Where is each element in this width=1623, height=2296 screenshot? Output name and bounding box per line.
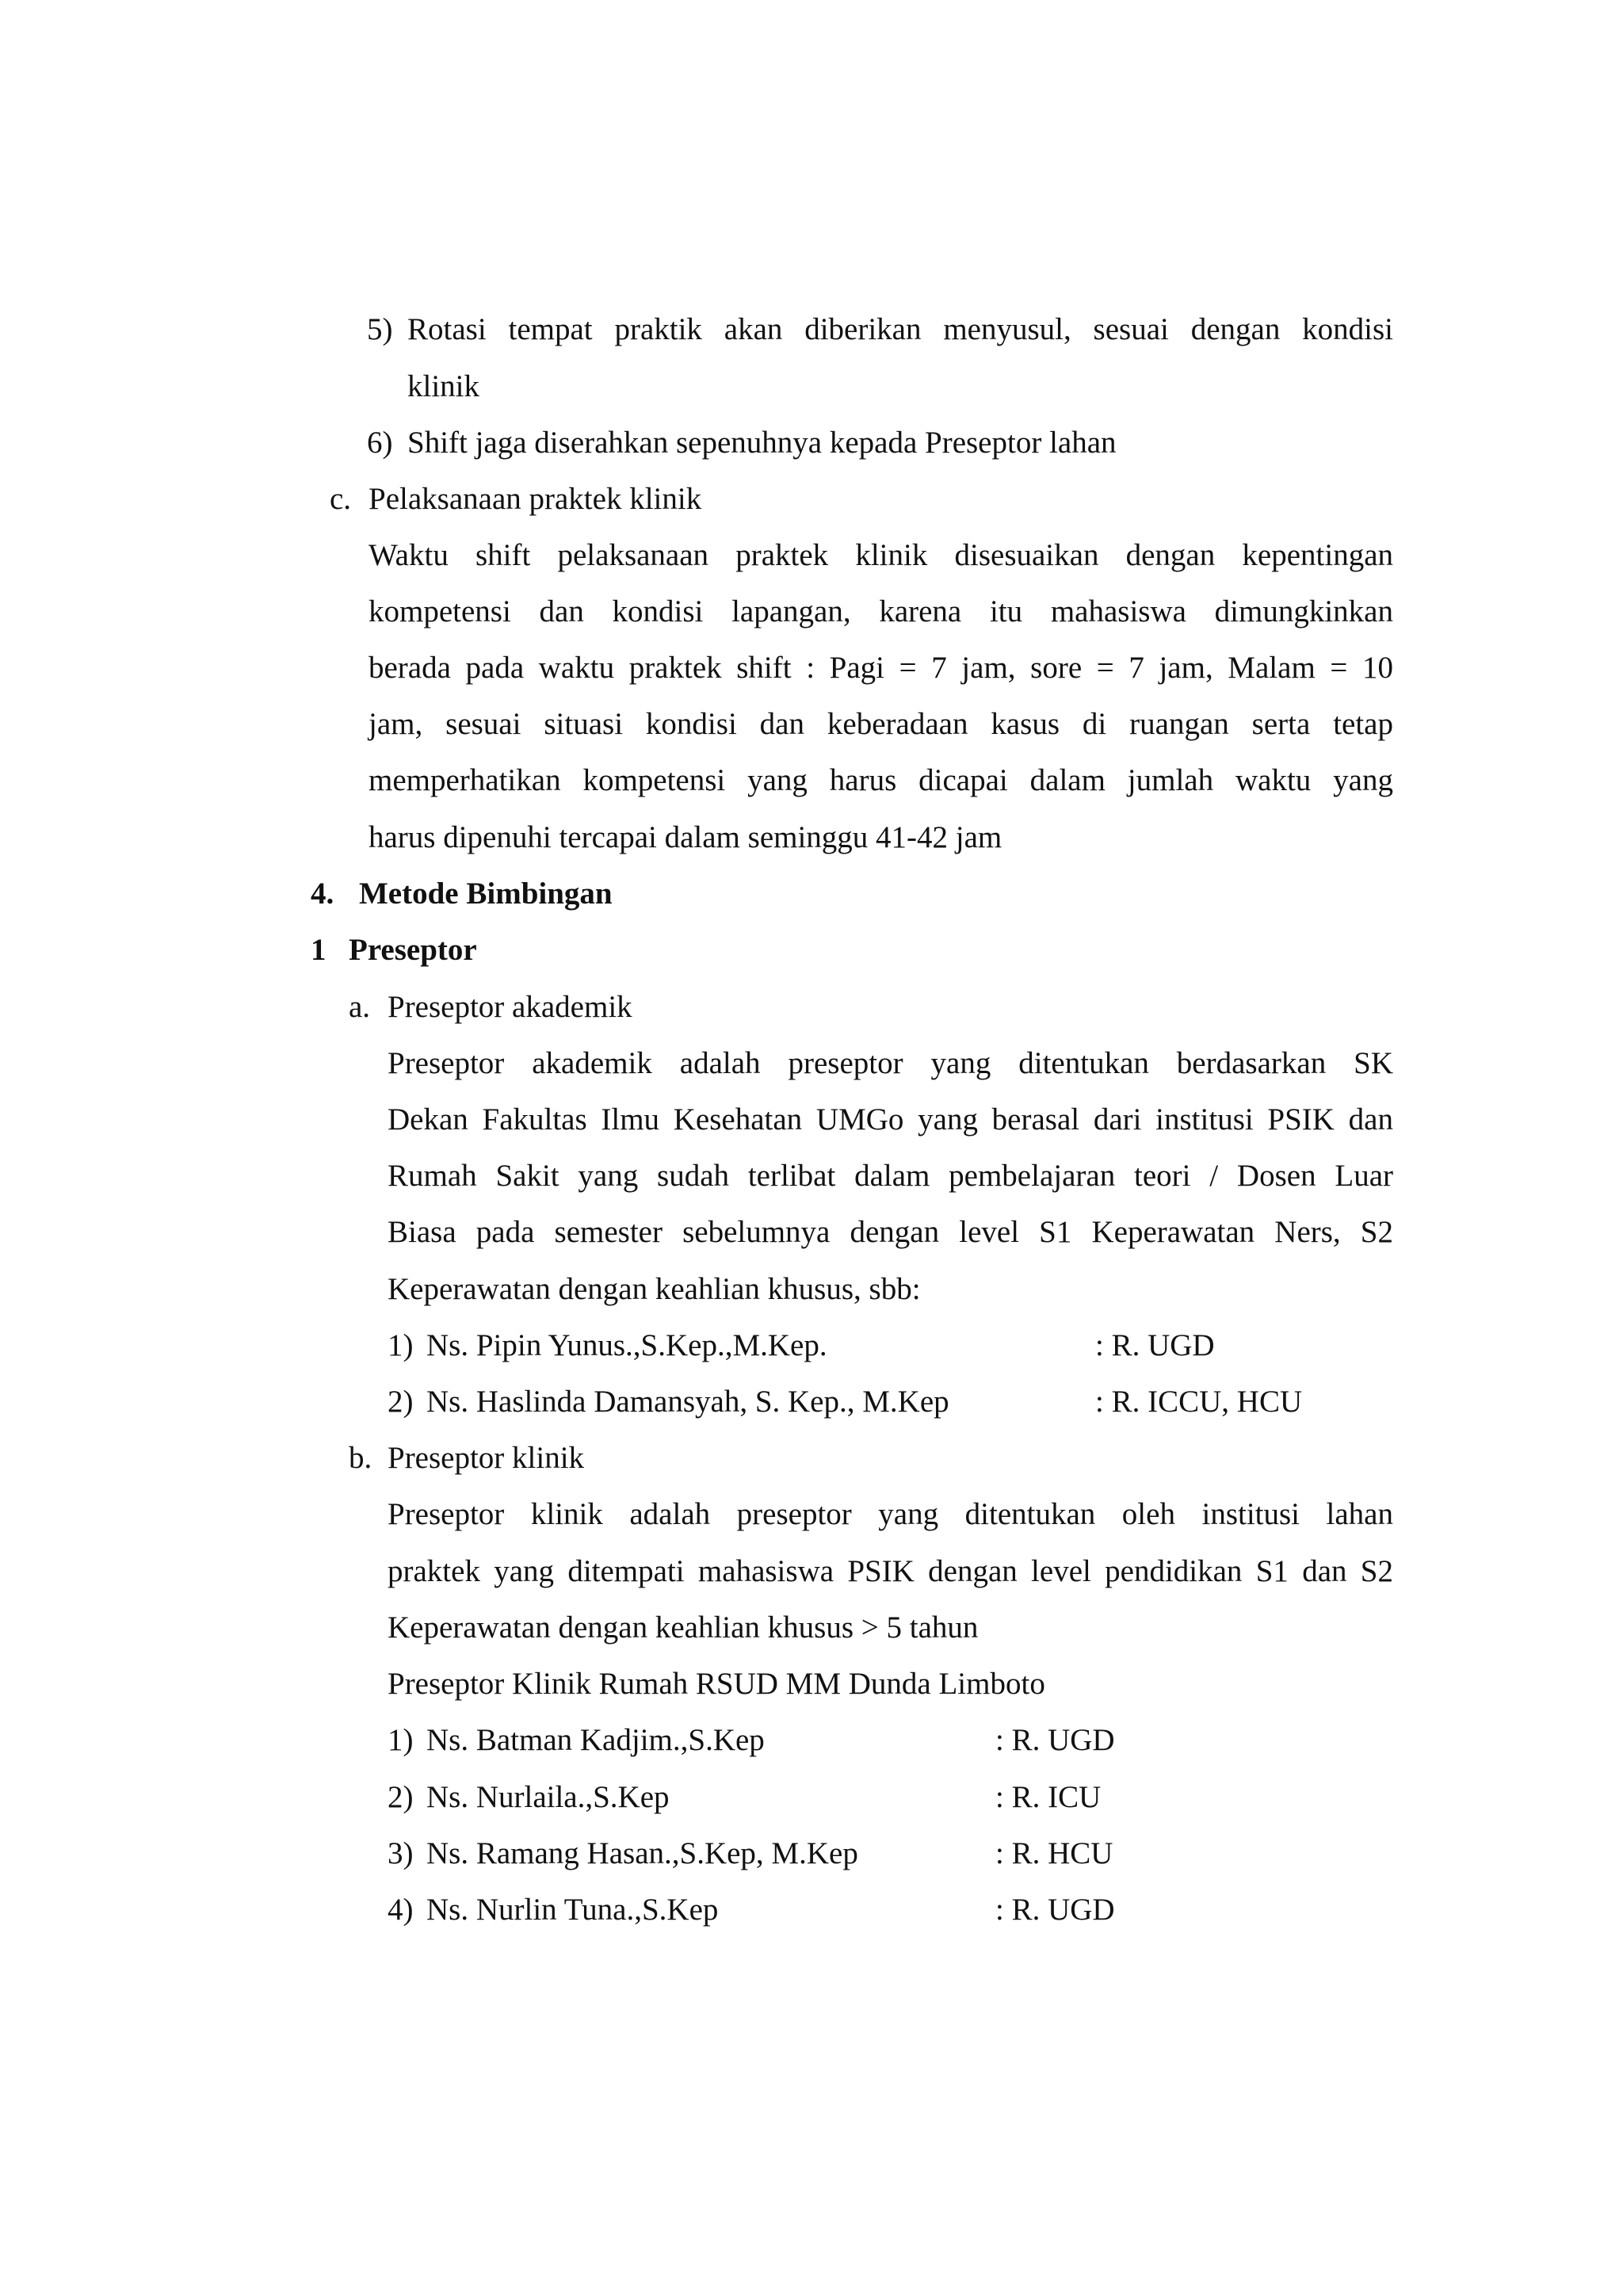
preceptor-name: Ns. Nurlin Tuna.,S.Kep — [426, 1893, 719, 1927]
preceptor-name: Ns. Nurlaila.,S.Kep — [426, 1780, 670, 1814]
list-number: 3) — [388, 1836, 414, 1870]
section-marker: b. — [349, 1441, 372, 1475]
list-number: 1) — [388, 1723, 414, 1757]
list-item-text-continued: klinik — [407, 369, 480, 403]
paragraph-line: harus dipenuhi tercapai dalam seminggu 41-42 jam — [369, 820, 1002, 854]
list-number: 5) — [367, 312, 393, 346]
section-number: 4. — [311, 877, 334, 911]
section-marker: c. — [330, 482, 352, 516]
paragraph-line: Dekan Fakultas Ilmu Kesehatan UMGo yang berasal dari institusi PSIK dan — [388, 1102, 1393, 1137]
paragraph-line: memperhatikan kompetensi yang harus dicapai dalam jumlah waktu yang — [369, 763, 1393, 797]
paragraph-line: berada pada waktu praktek shift : Pagi = 7 jam, sore = 7 jam, Malam = 10 — [369, 651, 1393, 685]
paragraph-line: kompetensi dan kondisi lapangan, karena itu mahasiswa dimungkinkan — [369, 594, 1393, 628]
paragraph-line: Biasa pada semester sebelumnya dengan level S1 Keperawatan Ners, S2 — [388, 1215, 1393, 1249]
preceptor-room: : R. UGD — [1095, 1328, 1215, 1362]
list-item-text: Rotasi tempat praktik akan diberikan menyusul, sesuai dengan kondisi — [407, 312, 1393, 346]
subsection-number: 1 — [311, 933, 327, 967]
paragraph-line: Preseptor akademik adalah preseptor yang ditentukan berdasarkan SK — [388, 1046, 1393, 1080]
paragraph-line: Rumah Sakit yang sudah terlibat dalam pembelajaran teori / Dosen Luar — [388, 1159, 1393, 1193]
preceptor-name: Ns. Pipin Yunus.,S.Kep.,M.Kep. — [426, 1328, 827, 1362]
paragraph-line: Waktu shift pelaksanaan praktek klinik disesuaikan dengan kepentingan — [369, 538, 1393, 572]
list-number: 2) — [388, 1385, 414, 1419]
paragraph-line: praktek yang ditempati mahasiswa PSIK dengan level pendidikan S1 dan S2 — [388, 1554, 1393, 1588]
preceptor-room: : R. ICU — [995, 1780, 1102, 1814]
preceptor-room: : R. ICCU, HCU — [1095, 1385, 1303, 1419]
preceptor-room: : R. HCU — [995, 1836, 1113, 1870]
paragraph-line: Keperawatan dengan keahlian khusus > 5 tahun — [388, 1610, 979, 1645]
list-number: 2) — [388, 1780, 414, 1814]
paragraph-line: Keperawatan dengan keahlian khusus, sbb: — [388, 1272, 921, 1306]
preceptor-name: Ns. Haslinda Damansyah, S. Kep., M.Kep — [426, 1385, 949, 1419]
section-heading: Preseptor klinik — [388, 1441, 585, 1475]
list-item-text: Shift jaga diserahkan sepenuhnya kepada Preseptor lahan — [407, 426, 1117, 460]
list-number: 1) — [388, 1328, 414, 1362]
section-heading: Pelaksanaan praktek klinik — [369, 482, 702, 516]
hospital-line: Preseptor Klinik Rumah RSUD MM Dunda Limboto — [388, 1667, 1045, 1701]
preceptor-name: Ns. Ramang Hasan.,S.Kep, M.Kep — [426, 1836, 858, 1870]
preceptor-name: Ns. Batman Kadjim.,S.Kep — [426, 1723, 765, 1757]
paragraph-line: jam, sesuai situasi kondisi dan keberadaan kasus di ruangan serta tetap — [369, 707, 1393, 741]
section-heading: Preseptor akademik — [388, 990, 632, 1024]
list-number: 6) — [367, 426, 393, 460]
paragraph-line: Preseptor klinik adalah preseptor yang ditentukan oleh institusi lahan — [388, 1497, 1393, 1531]
preceptor-room: : R. UGD — [995, 1893, 1115, 1927]
section-marker: a. — [349, 990, 371, 1024]
subsection-title: Preseptor — [349, 933, 477, 967]
preceptor-room: : R. UGD — [995, 1723, 1115, 1757]
section-title: Metode Bimbingan — [359, 877, 613, 911]
list-number: 4) — [388, 1893, 414, 1927]
